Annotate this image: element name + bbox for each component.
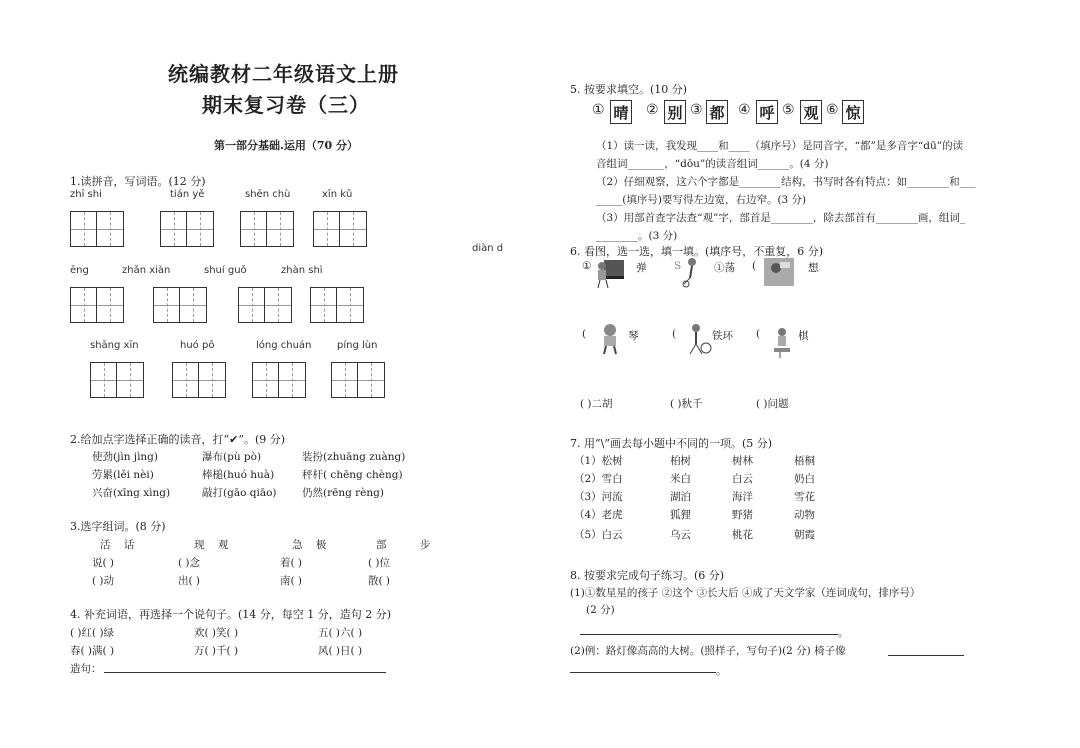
q3-blank[interactable]: 散( ) [368, 575, 391, 587]
q5-num: ③ [690, 102, 703, 118]
q6-label: ( [752, 260, 757, 272]
q5-char: 晴 [610, 100, 632, 124]
q7-title: 7. 用“\”画去每小题中不同的一项。(5 分) [570, 437, 773, 450]
q7-word[interactable]: （4）老虎 [574, 509, 623, 521]
part-one-heading: 第一部分基础.运用（70 分） [214, 139, 358, 152]
q8-answer-line-1[interactable] [580, 634, 838, 635]
q4-blank[interactable]: 五( )六( ) [318, 627, 363, 639]
q7-word[interactable]: 朝霞 [794, 529, 815, 541]
q7-word[interactable]: 柏树 [670, 455, 691, 467]
writing-grid[interactable] [331, 362, 385, 398]
q5-title: 5. 按要求填空。(10 分) [570, 83, 688, 96]
q7-word[interactable]: 树林 [732, 455, 753, 467]
q6-title: 6. 看图，选一选，填一填。(填序号，不重复，6 分) [570, 245, 824, 258]
q5-char: 观 [800, 100, 822, 124]
q3-blank[interactable]: 说( ) [92, 557, 115, 569]
hoop-rolling-picture [680, 322, 712, 356]
pinyin: shāng xīn [90, 340, 139, 351]
writing-grid[interactable] [70, 287, 124, 323]
q7-word[interactable]: （1）松树 [574, 455, 623, 467]
q5-line: （3）用部首查字法查“观”字，部首是________，除去部首有________画，组词_ [596, 212, 966, 224]
q5-char: 呼 [756, 100, 778, 124]
q6-label: 琴 [628, 330, 639, 342]
q7-word[interactable]: 海洋 [732, 491, 753, 503]
q8-title: 8. 按要求完成句子练习。(6 分) [570, 569, 725, 582]
q5-num: ⑤ [782, 102, 795, 118]
q3-head: 现 观 [194, 539, 229, 551]
q6-label: ( [672, 328, 677, 340]
q7-word[interactable]: 梧桐 [794, 455, 815, 467]
pronunciation-choice[interactable]: 仍然(rēng rèng) [302, 487, 384, 499]
title-line2: 期末复习卷（三） [202, 93, 370, 117]
piano-player-picture [594, 256, 626, 290]
q2-title: 2.给加点字选择正确的读音，打“✔”。(9 分) [70, 433, 286, 446]
pinyin: shuí guǒ [204, 265, 247, 276]
q7-word[interactable]: 雪花 [794, 491, 815, 503]
pinyin: zhàn shì [281, 265, 323, 276]
q7-word[interactable]: 桃花 [732, 529, 753, 541]
writing-grid[interactable] [238, 287, 292, 323]
q3-blank[interactable]: ( )动 [92, 575, 115, 587]
q5-char: 惊 [842, 100, 864, 124]
q3-blank[interactable]: 南( ) [280, 575, 303, 587]
q3-head: 急 极 [292, 539, 327, 551]
writing-grid[interactable] [240, 211, 294, 247]
writing-grid[interactable] [252, 362, 306, 398]
q5-num: ① [592, 102, 605, 118]
q5-line: _____(填序号)要写得左边宽，右边窄。(3 分) [596, 194, 807, 206]
writing-grid[interactable] [90, 362, 144, 398]
q8-period: 。 [716, 665, 727, 677]
q7-word[interactable]: 乌云 [670, 529, 691, 541]
q5-char: 别 [664, 100, 686, 124]
q5-line: （1）读一读，我发现____和____（填序号）是同音字，“都”是多音字“dū”的读 [596, 140, 964, 152]
pinyin: lóng chuán [256, 340, 312, 351]
q4-make-sentence-label: 造句： [70, 663, 102, 675]
q3-blank[interactable]: ( )念 [178, 557, 201, 569]
swing-picture [676, 254, 708, 288]
q8-period: 。 [838, 627, 849, 639]
q8-part2: (2)例：路灯像高高的大树。(照样子，写句子)(2 分) 椅子像 [570, 645, 846, 657]
q6-label: 想 [808, 262, 819, 274]
pinyin: huó pō [180, 340, 215, 351]
pronunciation-choice[interactable]: 使劲(jìn jìng) [92, 451, 159, 463]
stray-pinyin: diàn d [472, 243, 504, 254]
writing-grid[interactable] [310, 287, 364, 323]
pronunciation-choice[interactable]: 兴奋(xīng xìng) [92, 487, 171, 499]
q7-word[interactable]: 奶白 [794, 473, 815, 485]
q7-word[interactable]: 动物 [794, 509, 815, 521]
q6-label: ( [756, 328, 761, 340]
pinyin: zhǎn xiàn [122, 265, 171, 276]
q3-blank[interactable]: 出( ) [178, 575, 201, 587]
writing-grid[interactable] [160, 211, 214, 247]
pinyin: shēn chù [245, 189, 291, 200]
q6-label: S [674, 260, 682, 272]
q5-num: ⑥ [826, 102, 839, 118]
pronunciation-choice[interactable]: 敲打(gāo qiāo) [202, 487, 277, 499]
pinyin: xīn kǔ [322, 189, 353, 200]
q7-word[interactable]: 野猪 [732, 509, 753, 521]
pronunciation-choice[interactable]: 瀑布(pù pò) [202, 451, 262, 463]
writing-grid[interactable] [313, 211, 367, 247]
q7-word[interactable]: 狐狸 [670, 509, 691, 521]
q7-word[interactable]: 湖泊 [670, 491, 691, 503]
q5-num: ④ [738, 102, 751, 118]
pinyin: ēng [70, 265, 89, 276]
writing-grid[interactable] [153, 287, 207, 323]
q4-blank[interactable]: 风( )日( ) [318, 645, 363, 657]
q6-label: ( [582, 328, 587, 340]
q5-line: 音组词_______，“dōu”的读音组词______。(4 分) [596, 158, 829, 170]
pinyin: zhī shi [70, 189, 102, 200]
q6-label: 弹 [636, 262, 647, 274]
pronunciation-choice[interactable]: 秤杆( chēng chèng) [302, 469, 403, 481]
q7-word[interactable]: （2）雪白 [574, 473, 623, 485]
q7-word[interactable]: 米白 [670, 473, 691, 485]
q7-word[interactable]: 白云 [732, 473, 753, 485]
q5-num: ② [646, 102, 659, 118]
q3-blank[interactable]: 着( ) [280, 557, 303, 569]
q7-word[interactable]: （3）河流 [574, 491, 623, 503]
q7-word[interactable]: （5）白云 [574, 529, 623, 541]
q3-head: 部 步 [376, 539, 431, 551]
q6-label: 铁环 [712, 330, 733, 342]
writing-grid[interactable] [172, 362, 226, 398]
q4-blank[interactable]: ( )红( )绿 [70, 627, 115, 639]
q8-answer-line-3[interactable] [570, 672, 716, 673]
q4-blank[interactable]: 春( )满( ) [70, 645, 115, 657]
q3-head: 活 话 [100, 539, 135, 551]
q8-part1: (1)①数星星的孩子 ②这个 ③长大后 ④成了天文学家（连词成句，排序号） [570, 587, 921, 599]
title-line1: 统编教材二年级语文上册 [168, 62, 399, 86]
q3-blank[interactable]: ( )位 [368, 557, 391, 569]
boy-picture [594, 322, 626, 356]
q8-part1-score: (2 分) [586, 604, 615, 616]
q5-line: （2）仔细观察，这六个字都是________结构，书写时各有特点：如________和___ [596, 176, 976, 188]
q5-line: ________。(3 分) [596, 230, 678, 242]
q6-answer[interactable]: ( )问题 [756, 398, 789, 410]
pronunciation-choice[interactable]: 劳累(lěi nèi) [92, 469, 154, 481]
q8-answer-line-2[interactable] [888, 655, 964, 656]
q6-label: ① [582, 260, 592, 272]
q4-answer-line[interactable] [104, 672, 386, 673]
q5-char: 都 [706, 100, 728, 124]
q3-title: 3.选字组词。(8 分) [70, 520, 166, 533]
q6-answer[interactable]: ( )二胡 [580, 398, 613, 410]
q6-answer[interactable]: ( )秋千 [670, 398, 703, 410]
pronunciation-choice[interactable]: 装扮(zhuāng zuàng) [302, 451, 406, 463]
pronunciation-choice[interactable]: 棒槌(huó huà) [202, 469, 275, 481]
pinyin: tián yě [170, 189, 205, 200]
q4-title: 4. 补充词语，再选择一个说句子。(14 分，每空 1 分，造句 2 分) [70, 608, 392, 621]
thinking-picture [762, 254, 794, 288]
q4-blank[interactable]: 欢( )笑( ) [194, 627, 239, 639]
q6-label: 棋 [798, 330, 809, 342]
writing-grid[interactable] [70, 211, 124, 247]
q1-title: 1.读拼音，写词语。(12 分) [70, 175, 206, 188]
q4-blank[interactable]: 万( )千( ) [194, 645, 239, 657]
pinyin: píng lùn [337, 340, 378, 351]
q6-label: ①荡 [714, 262, 735, 274]
